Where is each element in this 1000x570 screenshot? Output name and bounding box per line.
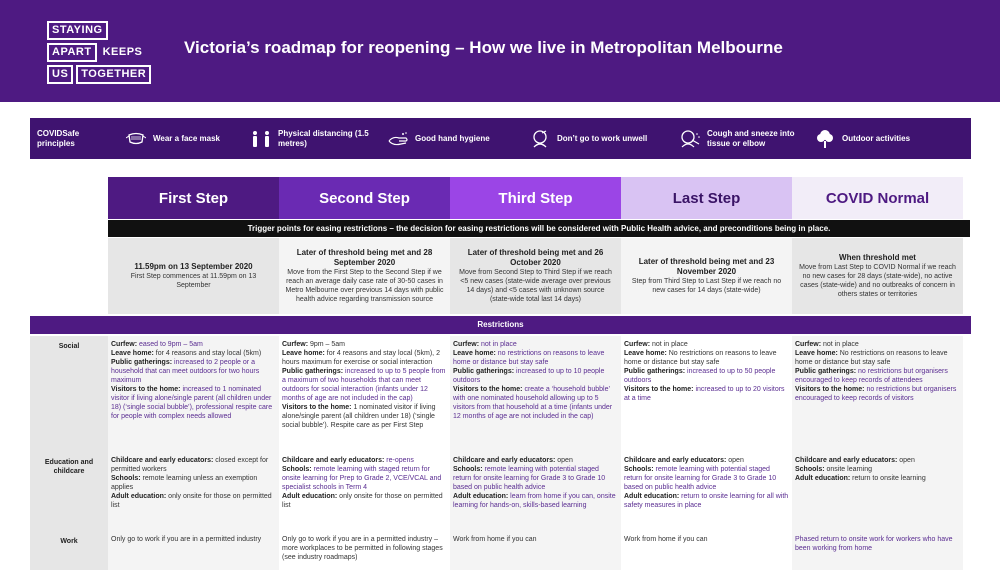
principle-text: Cough and sneeze into tissue or elbow <box>707 128 795 148</box>
cell-key: Public gatherings: <box>453 368 517 375</box>
work-cell <box>450 531 621 570</box>
step-third: Third Step <box>450 177 621 219</box>
education-cell <box>108 452 279 531</box>
cell-value: open <box>899 457 915 464</box>
cell-line <box>624 492 789 510</box>
cell-key: Schools: <box>624 466 656 473</box>
cell-value: no restrictions but organisers encouraged to keep records of attendees <box>795 368 948 384</box>
cell-value: no restrictions but organisers encouraged to keep records of visitors <box>795 386 957 402</box>
cell-value: remote learning unless an exemption applies <box>111 475 258 491</box>
cell-line <box>282 465 447 492</box>
cell-value: remote learning with potential staged return for onsite learning for Grade 3 to Grade 10 based on public health advice <box>453 466 606 491</box>
principle-text: Wear a face mask <box>153 133 221 143</box>
cell-line <box>282 367 447 403</box>
trigger-cell <box>450 238 621 314</box>
cell-line <box>624 367 789 385</box>
cell-key: Adult education: <box>624 493 682 500</box>
work-text: Only go to work if you are in a permitted industry – more workplaces to be permitted in following stages (see industry roadmaps) <box>282 536 443 561</box>
cell-key: Childcare and early educators: <box>795 457 900 464</box>
cell-key: Curfew: <box>453 341 481 348</box>
staying-apart-logo <box>47 21 147 87</box>
cell-key: Schools: <box>453 466 485 473</box>
cell-line <box>453 385 618 421</box>
cell-key: Adult education: <box>282 493 340 500</box>
cell-line <box>282 403 447 430</box>
principle-item <box>250 128 387 150</box>
cell-key: Childcare and early educators: <box>624 457 729 464</box>
principle-text: Don’t go to work unwell <box>557 133 648 143</box>
cell-line <box>282 349 447 367</box>
cell-value: only onsite for those on permitted list <box>282 493 443 509</box>
cell-key: Schools: <box>282 466 314 473</box>
trigger-heading: 11.59pm on 13 September 2020 <box>134 262 253 271</box>
cell-value: remote learning with potential staged return for onsite learning for Grade 3 to Grade 10 based on public health advice <box>624 466 777 491</box>
principle-item <box>814 128 924 150</box>
cell-value: for 4 reasons and stay local (5km), 2 hours maximum for exercise or social interaction <box>282 350 440 366</box>
cell-line <box>795 465 960 474</box>
cell-key: Visitors to the home: <box>111 386 183 393</box>
logo-word: TOGETHER <box>76 65 151 84</box>
cell-value: not in place <box>652 341 688 348</box>
cell-value: open <box>728 457 744 464</box>
steps-header <box>108 177 970 219</box>
cell-value: re-opens <box>386 457 414 464</box>
tree-icon <box>814 128 836 150</box>
row-label-work: Work <box>30 531 108 570</box>
cell-key: Childcare and early educators: <box>453 457 558 464</box>
trigger-cell <box>621 238 792 314</box>
cell-line <box>111 474 276 492</box>
cell-key: Visitors to the home: <box>453 386 525 393</box>
cell-value: not in place <box>481 341 517 348</box>
education-row <box>30 452 971 531</box>
work-row <box>30 531 971 570</box>
trigger-body: Move from Last Step to COVID Normal if we reach no new cases for 28 days (state-wide), no active cases (state-wide) and no outbreaks of concern in others states or territories <box>799 264 956 298</box>
cell-key: Leave home: <box>282 350 327 357</box>
principle-item <box>387 128 529 150</box>
cell-key: Public gatherings: <box>624 368 688 375</box>
cell-key: Leave home: <box>111 350 156 357</box>
cell-key: Leave home: <box>795 350 840 357</box>
logo-word: APART <box>47 43 97 62</box>
trigger-heading: Later of threshold being met and 26 October 2020 <box>467 248 604 267</box>
cell-line <box>111 385 276 421</box>
trigger-body: Move from Second Step to Third Step if we reach <5 new cases (state-wide average over previous 14 days) and <5 cases with unknown source (state-wide total last 14 days) <box>459 269 612 303</box>
work-cell <box>621 531 792 570</box>
page-header <box>0 0 1000 102</box>
education-cell <box>792 452 963 531</box>
trigger-cell <box>108 238 279 314</box>
cell-key: Public gatherings: <box>111 359 175 366</box>
cell-value: No restrictions on reasons to leave home or distance but stay safe <box>624 350 777 366</box>
cell-value: open <box>557 457 573 464</box>
logo-word: STAYING <box>47 21 108 40</box>
principle-item <box>125 128 250 150</box>
cell-key: Curfew: <box>111 341 139 348</box>
cell-value: learn from home if you can, onsite learning for hands-on, skills-based learning <box>453 493 616 509</box>
trigger-heading: When threshold met <box>839 253 916 262</box>
step-covid-normal: COVID Normal <box>792 177 963 219</box>
trigger-cell <box>792 238 963 314</box>
cell-line <box>624 465 789 492</box>
cell-line <box>453 349 618 367</box>
trigger-heading: Later of threshold being met and 23 November 2020 <box>638 257 775 276</box>
step-first: First Step <box>108 177 279 219</box>
cell-line <box>453 340 618 349</box>
cell-line <box>795 367 960 385</box>
people-icon <box>250 128 272 150</box>
trigger-body: Move from the First Step to the Second Step if we reach an average daily case rate of 30-50 cases in Metro Melbourne over previous 14 days with public health advice regarding transmission source <box>285 269 444 303</box>
work-cell <box>279 531 450 570</box>
work-cell <box>108 531 279 570</box>
cell-line <box>453 456 618 465</box>
sick-person-icon <box>529 128 551 150</box>
cell-key: Schools: <box>795 466 827 473</box>
cell-value: return to onsite learning <box>852 475 926 482</box>
cell-value: increased to 1 nominated visitor if living alone/single parent (all children under 18) (‘single social bubble’), professional respite care for people with complex needs allowed <box>111 386 273 420</box>
cell-line <box>795 340 960 349</box>
cell-value: closed except for permitted workers <box>111 457 269 473</box>
cell-key: Public gatherings: <box>282 368 346 375</box>
cell-value: eased to 9pm – 5am <box>139 341 203 348</box>
trigger-points-row <box>108 238 970 314</box>
cell-line <box>111 456 276 474</box>
principle-item <box>529 128 679 150</box>
cell-key: Leave home: <box>624 350 669 357</box>
work-text: Phased return to onsite work for workers who have been working from home <box>795 536 953 552</box>
logo-word: KEEPS <box>102 46 143 58</box>
hand-wash-icon <box>387 128 409 150</box>
cell-key: Childcare and early educators: <box>282 457 387 464</box>
cell-value: no restrictions on reasons to leave home or distance but stay safe <box>453 350 605 366</box>
work-text: Work from home if you can <box>453 536 537 543</box>
cell-line <box>453 367 618 385</box>
cell-value: onsite learning <box>826 466 873 473</box>
principle-text: Outdoor activities <box>842 133 911 143</box>
cell-line <box>111 358 276 385</box>
social-cell <box>279 336 450 452</box>
restrictions-banner: Restrictions <box>30 316 971 334</box>
principle-text: Good hand hygiene <box>415 133 490 143</box>
trigger-body: Step from Third Step to Last Step if we reach no new cases for 14 days (state-wide) <box>631 278 782 294</box>
education-cell <box>621 452 792 531</box>
cell-key: Visitors to the home: <box>624 386 696 393</box>
principles-label: COVIDSafe principles <box>37 128 80 148</box>
cell-line <box>111 340 276 349</box>
cell-key: Curfew: <box>624 341 652 348</box>
cell-line <box>282 456 447 465</box>
cell-key: Adult education: <box>111 493 169 500</box>
cell-value: create a ‘household bubble’ with one nominated household allowing up to 5 visitors from that household at a time (infants under 12 months of age are not included in the cap) <box>453 386 613 420</box>
social-cell <box>792 336 963 452</box>
cell-value: 1 nominated visitor if living alone/single parent (all children under 18) (‘single social bubble’). Respite care as per First Step <box>282 404 436 429</box>
cell-key: Adult education: <box>795 475 853 482</box>
cell-line <box>282 492 447 510</box>
sneeze-icon <box>679 128 701 150</box>
cell-value: remote learning with staged return for onsite learning for Prep to Grade 2, VCE/VCAL and specialist schools in Term 4 <box>282 466 442 491</box>
trigger-body: First Step commences at 11.59pm on 13 September <box>130 273 257 289</box>
covidsafe-principles-bar <box>30 118 971 159</box>
cell-key: Adult education: <box>453 493 511 500</box>
education-cell <box>450 452 621 531</box>
step-second: Second Step <box>279 177 450 219</box>
work-text: Work from home if you can <box>624 536 708 543</box>
cell-key: Leave home: <box>453 350 498 357</box>
cell-line <box>453 492 618 510</box>
cell-value: for 4 reasons and stay local (5km) <box>155 350 262 357</box>
cell-value: increased to up to 5 people from a maximum of two households that can meet outdoors for social interaction (infants under 12 months of age are not included in the cap) <box>282 368 446 402</box>
cell-value: not in place <box>823 341 859 348</box>
cell-value: 9pm – 5am <box>310 341 346 348</box>
cell-value: increased to up to 50 people outdoors <box>624 368 776 384</box>
cell-value: only onsite for those on permitted list <box>111 493 272 509</box>
face-mask-icon <box>125 128 147 150</box>
cell-line <box>624 456 789 465</box>
cell-line <box>795 474 960 483</box>
step-last: Last Step <box>621 177 792 219</box>
cell-line <box>624 385 789 403</box>
logo-word: US <box>47 65 73 84</box>
trigger-banner: Trigger points for easing restrictions – the decision for easing restrictions will be considered with Public Health advice, and preconditions being in place. <box>108 220 970 237</box>
cell-key: Schools: <box>111 475 143 482</box>
cell-line <box>282 340 447 349</box>
cell-key: Curfew: <box>282 341 310 348</box>
cell-line <box>624 340 789 349</box>
social-cell <box>108 336 279 452</box>
cell-key: Childcare and early educators: <box>111 457 216 464</box>
work-cell <box>792 531 963 570</box>
cell-value: increased to 2 people or a household that can meet outdoors for two hours maximum <box>111 359 260 384</box>
cell-line <box>111 349 276 358</box>
cell-key: Public gatherings: <box>795 368 859 375</box>
cell-key: Curfew: <box>795 341 823 348</box>
cell-key: Visitors to the home: <box>282 404 354 411</box>
principle-text: Physical distancing (1.5 metres) <box>278 128 369 148</box>
cell-line <box>111 492 276 510</box>
trigger-heading: Later of threshold being met and 28 September 2020 <box>296 248 433 267</box>
education-cell <box>279 452 450 531</box>
cell-line <box>453 465 618 492</box>
work-text: Only go to work if you are in a permitted industry <box>111 536 262 543</box>
social-row <box>30 336 971 452</box>
cell-value: return to onsite learning for all with safety measures in place <box>624 493 789 509</box>
trigger-cell <box>279 238 450 314</box>
row-label-education: Education and childcare <box>30 452 108 531</box>
cell-value: No restrictions on reasons to leave home or distance but stay safe <box>795 350 948 366</box>
cell-line <box>795 456 960 465</box>
principle-item <box>679 128 814 150</box>
row-label-social: Social <box>30 336 108 452</box>
cell-key: Visitors to the home: <box>795 386 867 393</box>
social-cell <box>450 336 621 452</box>
cell-line <box>624 349 789 367</box>
cell-value: increased to up to 20 visitors at a time <box>624 386 785 402</box>
cell-line <box>795 385 960 403</box>
social-cell <box>621 336 792 452</box>
cell-line <box>795 349 960 367</box>
cell-value: increased to up to 10 people outdoors <box>453 368 605 384</box>
page-title: Victoria’s roadmap for reopening – How we live in Metropolitan Melbourne <box>184 38 783 57</box>
